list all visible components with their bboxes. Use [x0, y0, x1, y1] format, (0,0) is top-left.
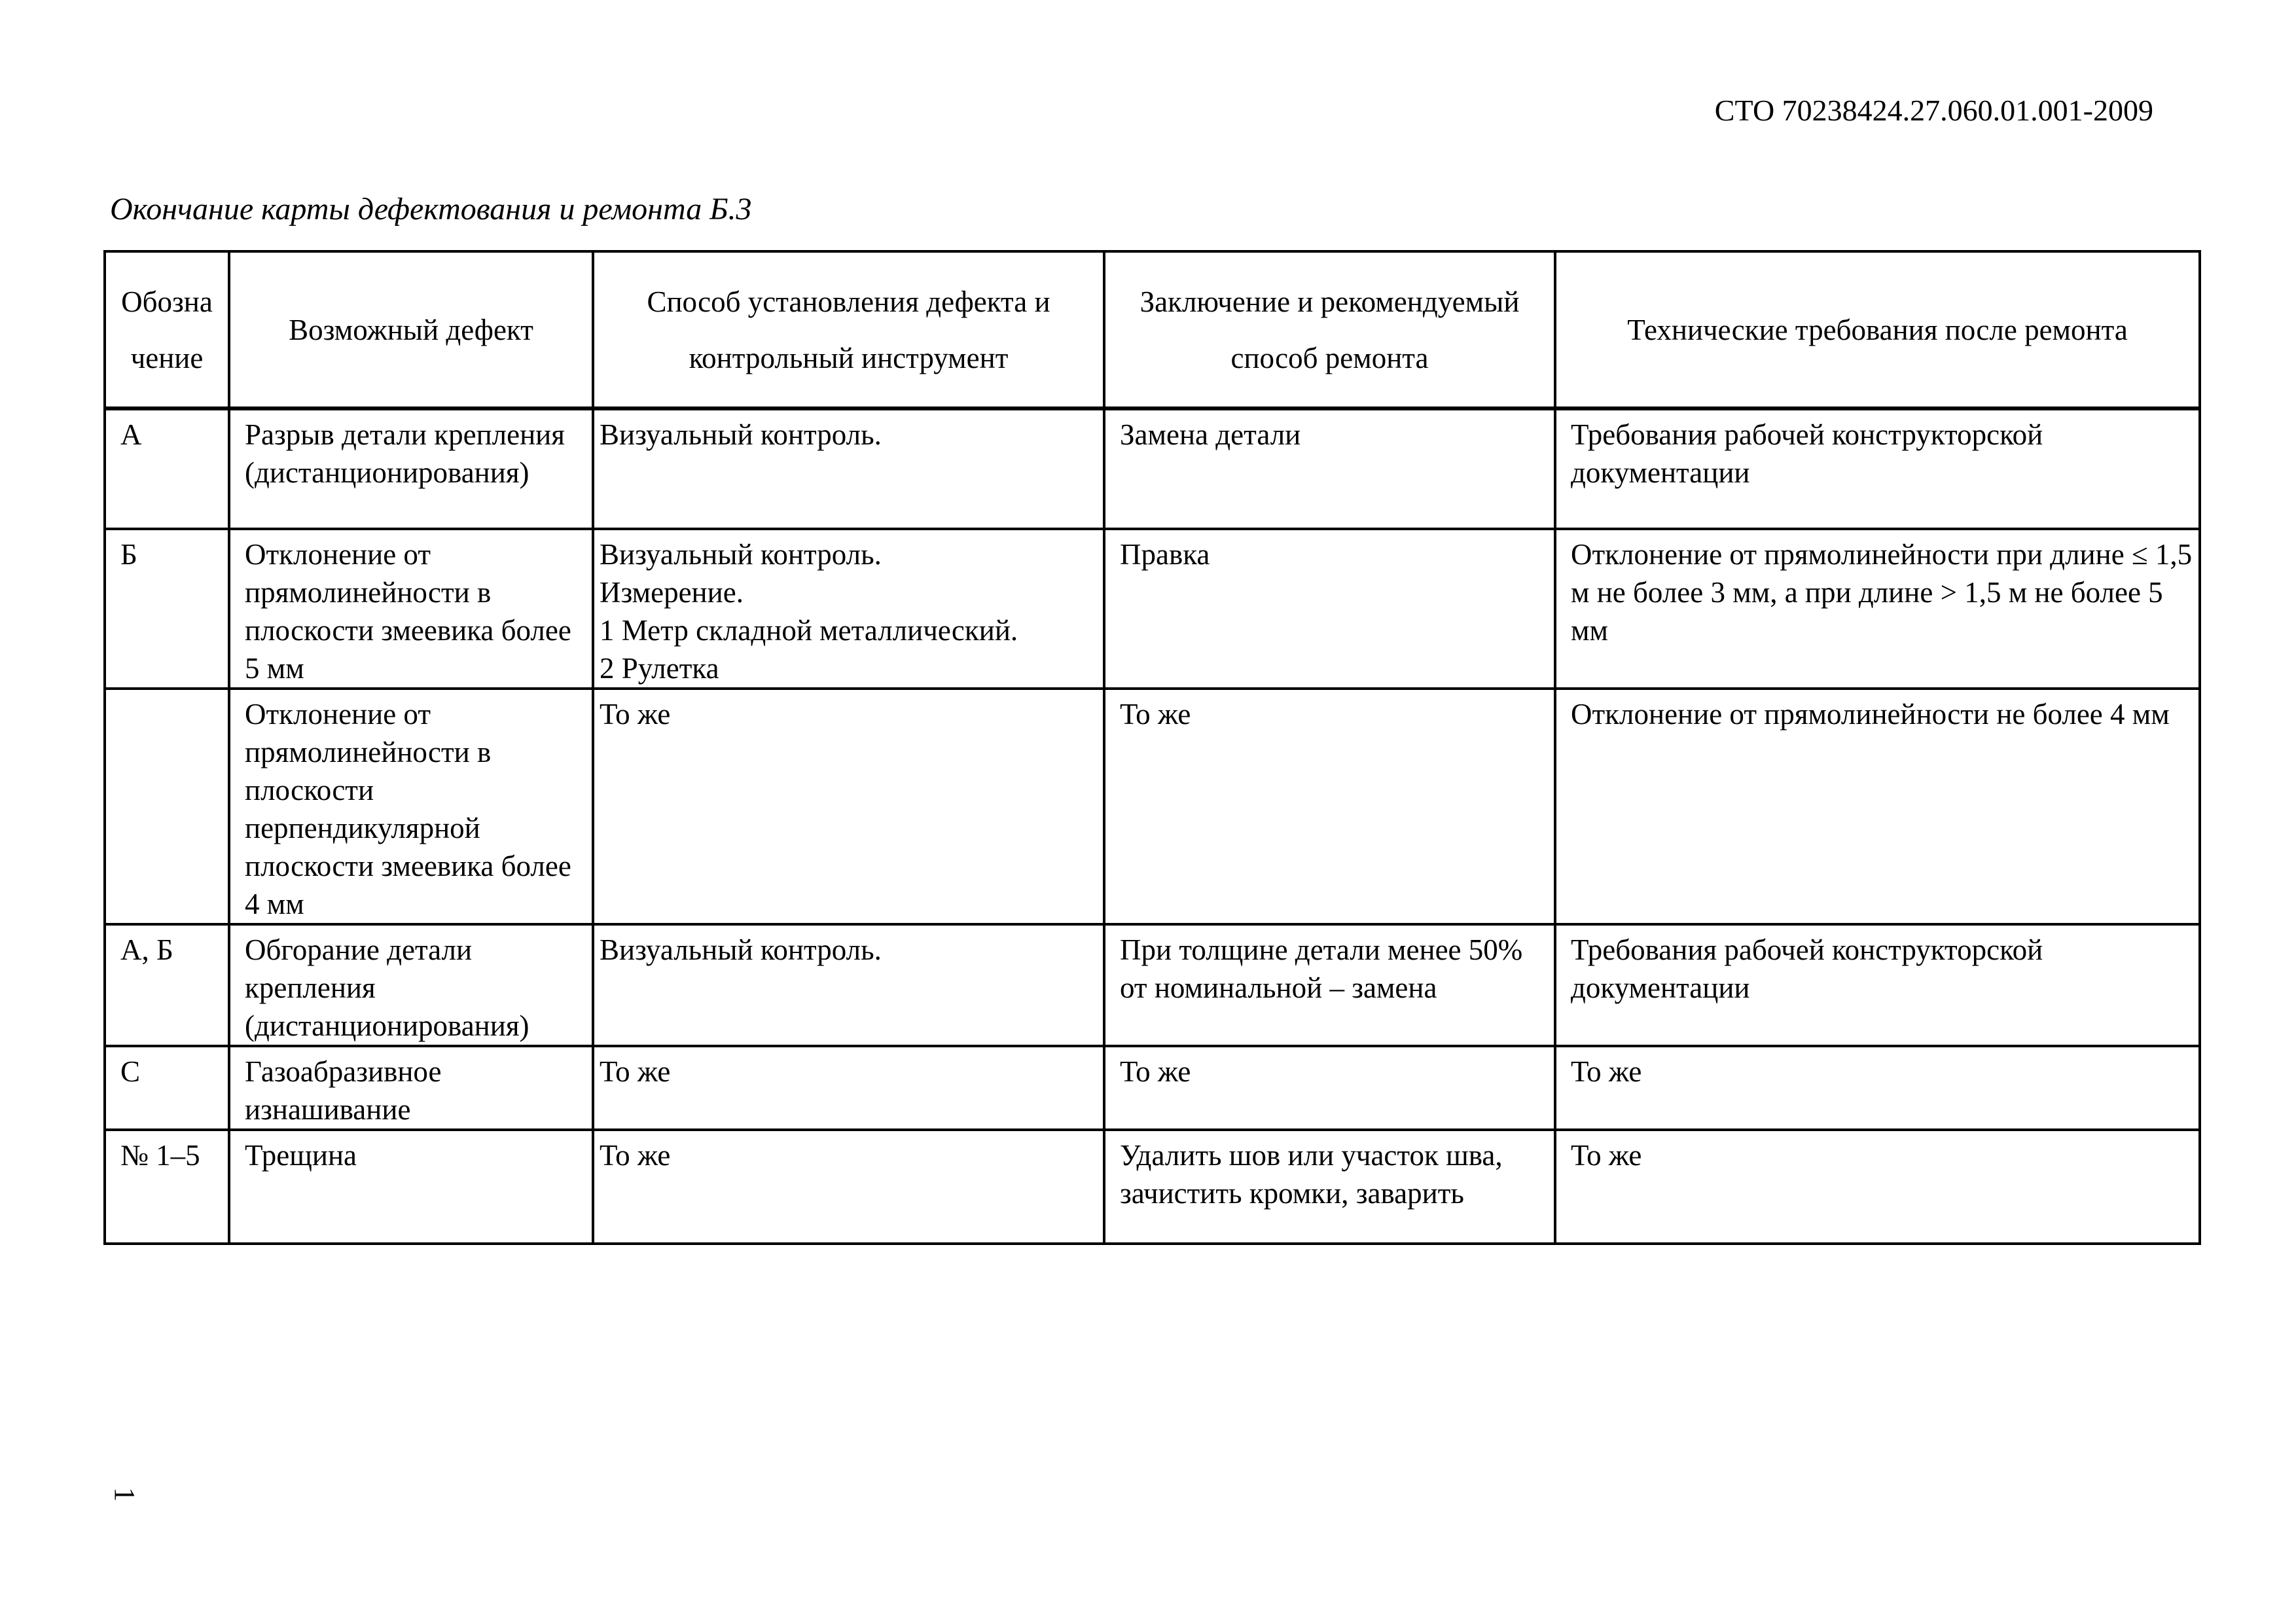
cell-designation: Б [105, 529, 229, 689]
cell-defect: Обгорание детали крепления (дистанционирования) [229, 924, 593, 1046]
cell-repair: Замена детали [1104, 408, 1555, 529]
column-header-defect: Возможный дефект [229, 251, 593, 408]
cell-requirements: Требования рабочей конструкторской документации [1555, 408, 2200, 529]
cell-requirements: То же [1555, 1046, 2200, 1130]
page-number: 1 [109, 1487, 141, 1502]
cell-method: То же [593, 689, 1104, 924]
cell-requirements: Отклонение от прямолинейности при длине ≤ 1,5 м не более 3 мм, а при длине > 1,5 м не более 5 мм [1555, 529, 2200, 689]
cell-method: Визуальный контроль. Измерение. 1 Метр складной металлический. 2 Рулетка [593, 529, 1104, 689]
table-header-row [105, 251, 2200, 408]
table-caption: Окончание карты дефектования и ремонта Б.3 [110, 192, 752, 226]
cell-designation: А, Б [105, 924, 229, 1046]
table-row [105, 408, 2200, 529]
cell-method: Визуальный контроль. [593, 924, 1104, 1046]
table-row [105, 1046, 2200, 1130]
cell-defect: Отклонение от прямолинейности в плоскости змеевика более 5 мм [229, 529, 593, 689]
column-header-requirements: Технические требования после ремонта [1555, 251, 2200, 408]
cell-method: То же [593, 1046, 1104, 1130]
column-header-repair: Заключение и рекомендуемый способ ремонта [1104, 251, 1555, 408]
cell-requirements: Отклонение от прямолинейности не более 4 мм [1555, 689, 2200, 924]
defect-repair-table [103, 250, 2201, 1245]
cell-defect: Отклонение от прямолинейности в плоскости перпендикулярной плоскости змеевика более 4 мм [229, 689, 593, 924]
document-code: СТО 70238424.27.060.01.001-2009 [1714, 94, 2153, 127]
table-row [105, 689, 2200, 924]
column-header-designation: Обозна чение [105, 251, 229, 408]
cell-method: Визуальный контроль. [593, 408, 1104, 529]
cell-designation [105, 689, 229, 924]
cell-repair: То же [1104, 689, 1555, 924]
cell-repair: Правка [1104, 529, 1555, 689]
cell-requirements: То же [1555, 1130, 2200, 1244]
cell-requirements: Требования рабочей конструкторской документации [1555, 924, 2200, 1046]
cell-designation: А [105, 408, 229, 529]
column-header-method: Способ установления дефекта и контрольный инструмент [593, 251, 1104, 408]
cell-repair: То же [1104, 1046, 1555, 1130]
cell-designation: № 1–5 [105, 1130, 229, 1244]
table-row [105, 529, 2200, 689]
cell-method: То же [593, 1130, 1104, 1244]
cell-designation: С [105, 1046, 229, 1130]
cell-repair: При толщине детали менее 50% от номинальной – замена [1104, 924, 1555, 1046]
cell-defect: Разрыв детали крепления (дистанционирования) [229, 408, 593, 529]
table-row [105, 1130, 2200, 1244]
cell-defect: Газоабразивное изнашивание [229, 1046, 593, 1130]
cell-defect: Трещина [229, 1130, 593, 1244]
cell-repair: Удалить шов или участок шва, зачистить кромки, заварить [1104, 1130, 1555, 1244]
table-row [105, 924, 2200, 1046]
